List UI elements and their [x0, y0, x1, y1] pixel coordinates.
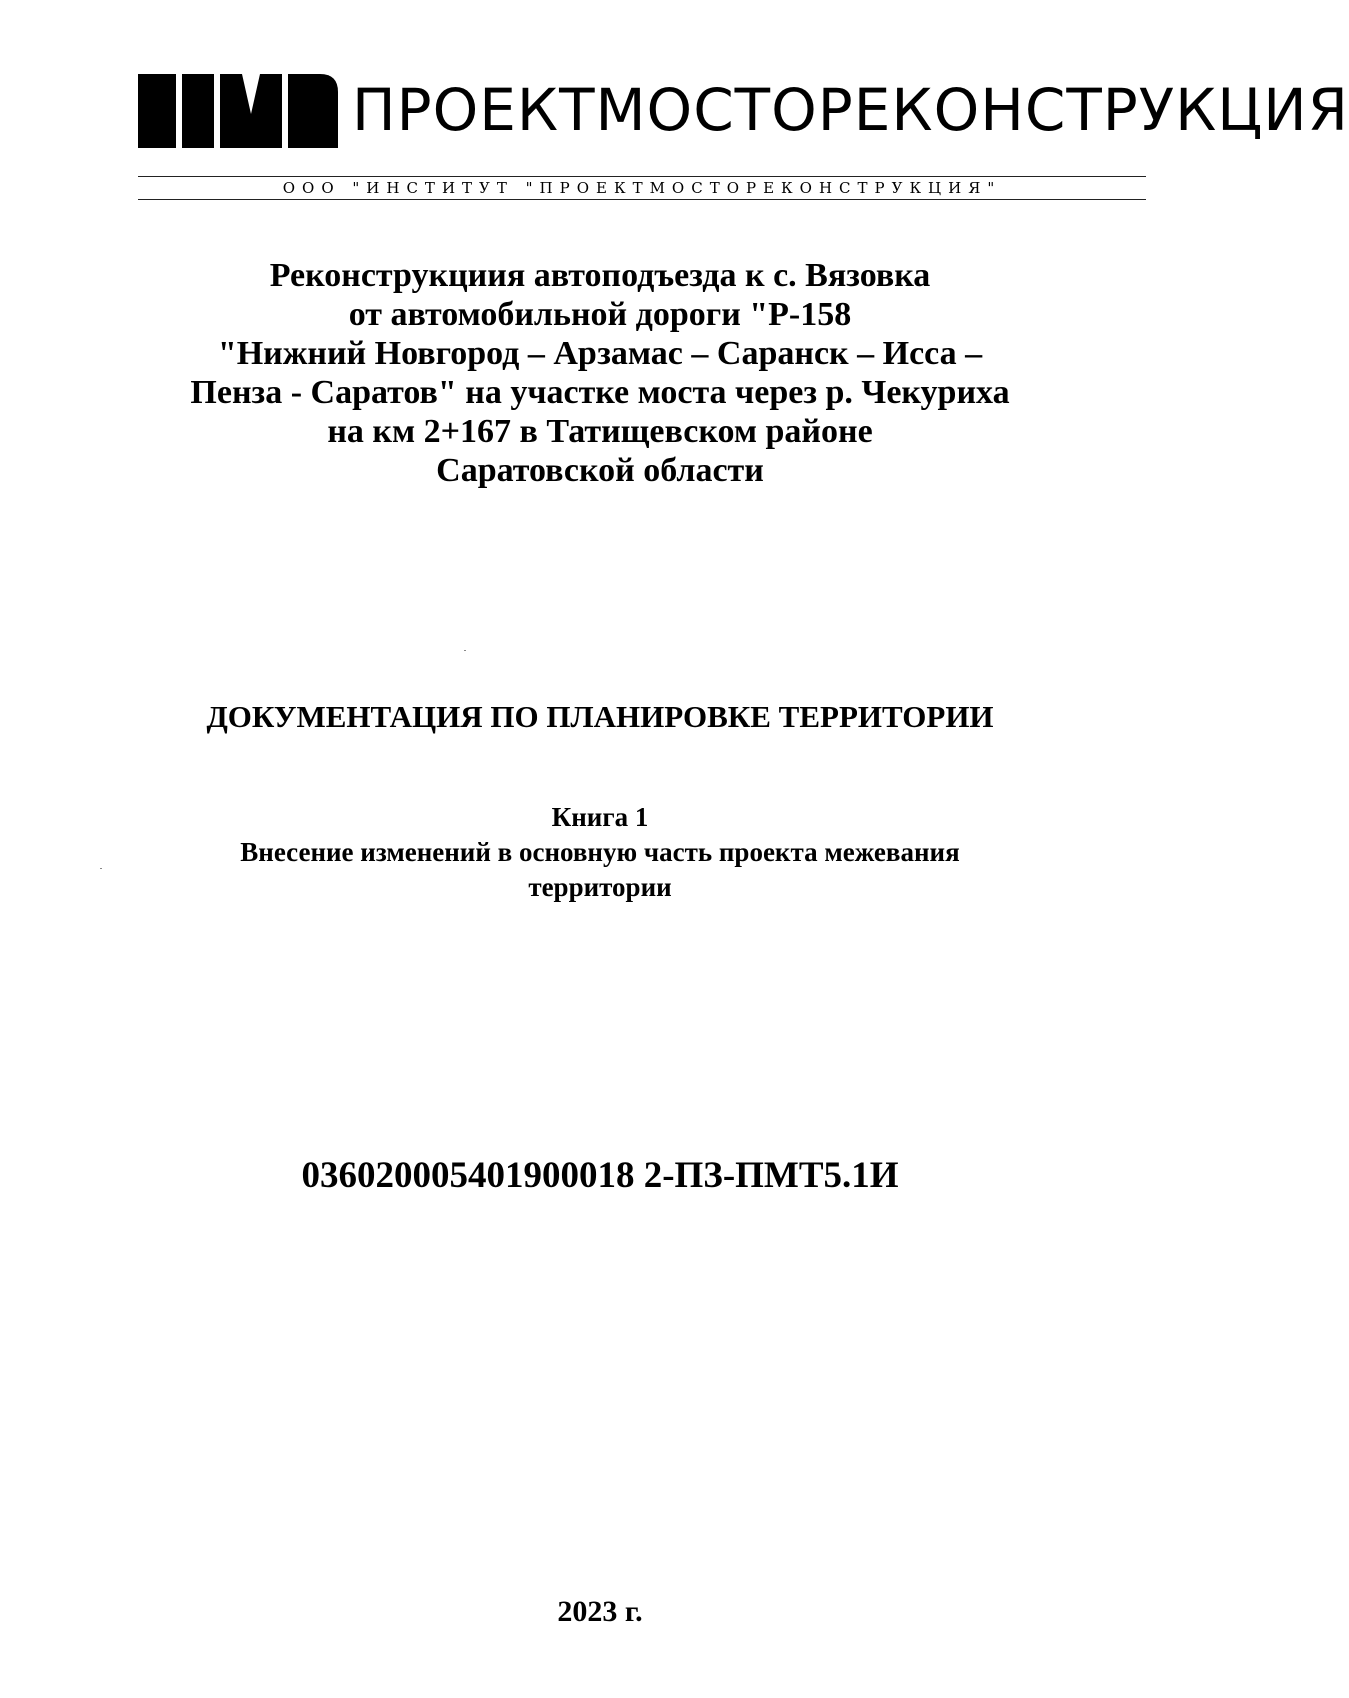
title-line: от автомобильной дороги "Р-158 — [348, 296, 852, 333]
scan-speck — [100, 868, 102, 869]
project-title — [150, 256, 1050, 490]
header-rule-bottom — [138, 199, 1146, 200]
title-line: Пенза - Саратов" на участке моста через р. Чекуриха — [190, 374, 1010, 411]
scan-speck — [464, 650, 466, 651]
title-line: Саратовской области — [436, 452, 764, 489]
book-description-line: Внесение изменений в основную часть проекта межевания — [240, 837, 960, 867]
book-number: Книга 1 — [551, 802, 649, 832]
pmr-logo-icon — [138, 74, 338, 148]
book-description-line: территории — [528, 872, 672, 902]
institute-line: ООО "ИНСТИТУТ "ПРОЕКТМОСТОРЕКОНСТРУКЦИЯ" — [282, 179, 1002, 197]
year: 2023 г. — [557, 1595, 643, 1628]
header-rule-top — [138, 176, 1146, 177]
document-code: 036020005401900018 2-ПЗ-ПМТ5.1И — [301, 1155, 899, 1196]
company-name: ПРОЕКТМОСТОРЕКОНСТРУКЦИЯ — [352, 76, 1349, 144]
title-line: "Нижний Новгород – Арзамас – Саранск – Исса – — [217, 335, 983, 372]
title-line: Реконструкциия автоподъезда к с. Вязовка — [269, 257, 931, 294]
title-line: на км 2+167 в Татищевском районе — [327, 413, 873, 450]
book-info — [150, 800, 1050, 905]
document-type: ДОКУМЕНТАЦИЯ ПО ПЛАНИРОВКЕ ТЕРРИТОРИИ — [206, 699, 994, 734]
